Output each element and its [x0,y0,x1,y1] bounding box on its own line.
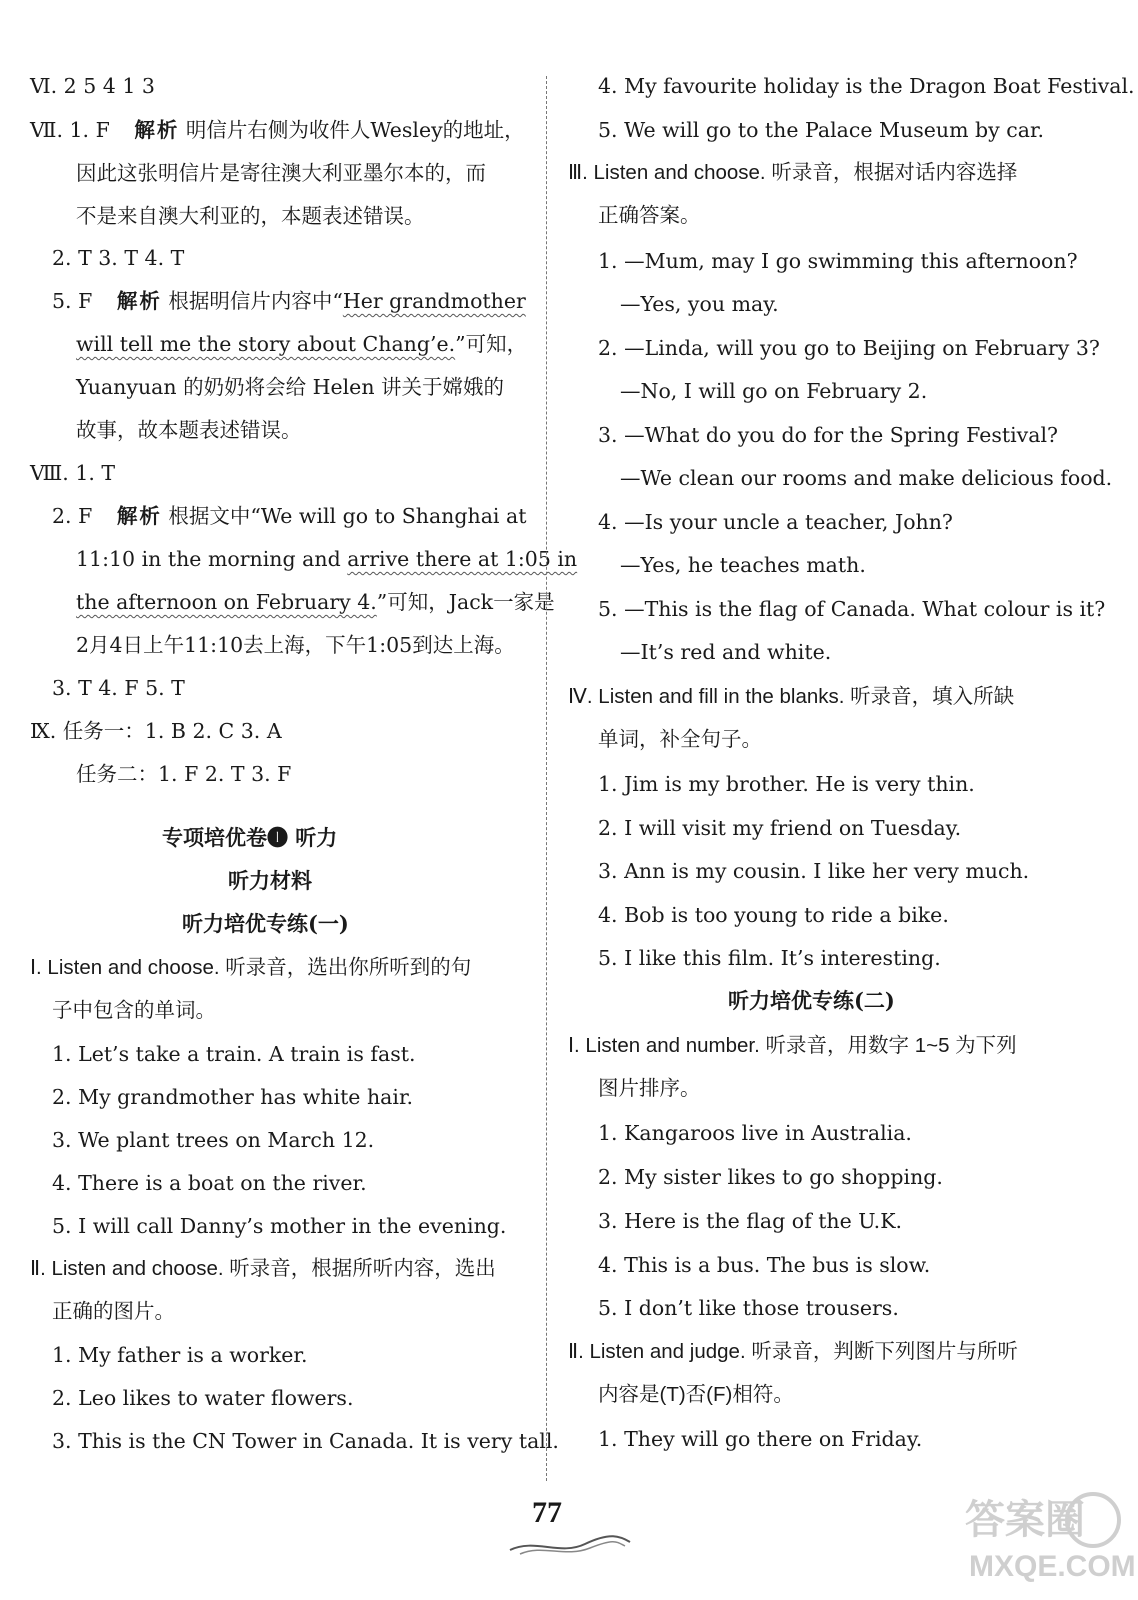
analysis-line: 11:10 in the morning and arrive there at 1:05 in [76,547,578,571]
analysis-label: 解析 [116,289,162,313]
answer-section-9-task2: 任务二：1. F 2. T 3. F [76,762,292,786]
practice-1-title: 听力培优专练(一) [182,911,349,936]
dialogue-line: —It’s red and white. [620,640,832,664]
watermark-text-bottom: MXQE.COM [969,1550,1136,1583]
analysis-label: 解析 [134,118,180,142]
list-item: 5. I like this film. It’s interesting. [598,946,941,970]
list-item: 1. Jim is my brother. He is very thin. [598,772,975,796]
list-item: 4. My favourite holiday is the Dragon Boat Festival. [598,74,1135,98]
section-1-heading-cont: 子中包含的单词。 [52,999,216,1022]
list-item: 2. My grandmother has white hair. [52,1085,414,1109]
section-4-heading-cont: 单词，补全句子。 [598,728,762,751]
special-paper-title: 专项培优卷❶ 听力 [162,825,338,850]
section-6-heading-cont: 内容是(T)否(F)相符。 [598,1383,794,1406]
list-item: 1. Kangaroos live in Australia. [598,1121,912,1145]
list-item: 2. Leo likes to water flowers. [52,1386,354,1410]
list-item: 2. I will visit my friend on Tuesday. [598,816,962,840]
answer-line: 3. T 4. F 5. T [52,676,185,700]
dialogue-line: —Yes, he teaches math. [620,553,866,577]
section-5-heading-cont: 图片排序。 [598,1077,701,1100]
list-item: 1. They will go there on Friday. [598,1427,923,1451]
dialogue-line: 2. —Linda, will you go to Beijing on February 3? [598,336,1100,360]
list-item: 1. Let’s take a train. A train is fast. [52,1042,416,1066]
answer-section-7-item1: Ⅶ. 1. F 解析 明信片右侧为收件人Wesley的地址， [30,118,525,142]
list-item: 5. I don’t like those trousers. [598,1296,899,1320]
answer-line: 2. T 3. T 4. T [52,246,185,270]
answer-item-5: 5. F 解析 根据明信片内容中“Her grandmother [52,289,526,313]
practice-2-title: 听力培优专练(二) [728,988,895,1013]
list-item: 2. My sister likes to go shopping. [598,1165,943,1189]
dialogue-line: 1. —Mum, may I go swimming this afternoon? [598,249,1078,273]
listening-material-title: 听力材料 [228,868,312,893]
answer-section-9-task1: Ⅸ. 任务一：1. B 2. C 3. A [30,719,282,743]
analysis-line: 因此这张明信片是寄往澳大利亚墨尔本的，而 [76,161,486,185]
analysis-line: 2月4日上午11:10去上海，下午1:05到达上海。 [76,633,515,657]
section-1-heading: Ⅰ. Listen and choose. 听录音，选出你所听到的句 [30,956,472,979]
column-divider [546,76,547,1481]
underlined-quote: arrive there at 1:05 in [347,547,578,571]
section-3-heading: Ⅲ. Listen and choose. 听录音，根据对话内容选择 [568,161,1018,184]
dialogue-line: 5. —This is the flag of Canada. What colour is it? [598,597,1106,621]
analysis-label: 解析 [116,504,162,528]
list-item: 3. Ann is my cousin. I like her very much. [598,859,1030,883]
dialogue-line: —Yes, you may. [620,292,779,316]
page-number: 77 [532,1496,562,1529]
section-2-heading-cont: 正确的图片。 [52,1300,175,1323]
list-item: 5. I will call Danny’s mother in the evening. [52,1214,507,1238]
wave-ornament-icon [505,1530,635,1560]
section-4-heading: Ⅳ. Listen and fill in the blanks. 听录音，填入所缺 [568,685,1015,708]
dialogue-line: —No, I will go on February 2. [620,379,928,403]
list-item: 3. We plant trees on March 12. [52,1128,375,1152]
analysis-line: Yuanyuan 的奶奶将会给 Helen 讲关于嫦娥的 [76,375,505,399]
underlined-quote: will tell me the story about Chang’e. [76,332,456,356]
section-6-heading: Ⅱ. Listen and judge. 听录音，判断下列图片与所听 [568,1340,1018,1363]
list-item: 4. This is a bus. The bus is slow. [598,1253,931,1277]
dialogue-line: 3. —What do you do for the Spring Festival? [598,423,1059,447]
list-item: 1. My father is a worker. [52,1343,308,1367]
answer-section-6: Ⅵ. 2 5 4 1 3 [30,74,155,98]
analysis-line: will tell me the story about Chang’e.”可知， [76,332,528,356]
section-2-heading: Ⅱ. Listen and choose. 听录音，根据所听内容，选出 [30,1257,496,1280]
list-item: 3. Here is the flag of the U.K. [598,1209,903,1233]
analysis-line: 故事，故本题表述错误。 [76,418,302,442]
underlined-quote: the afternoon on February 4. [76,590,377,614]
section-5-heading: Ⅰ. Listen and number. 听录音，用数字 1~5 为下列 [568,1034,1017,1057]
analysis-line: 不是来自澳大利亚的，本题表述错误。 [76,204,425,228]
list-item: 3. This is the CN Tower in Canada. It is very tall. [52,1429,559,1453]
list-item: 5. We will go to the Palace Museum by car. [598,118,1045,142]
watermark-text-top: 答案圈 [965,1497,1085,1543]
dialogue-line: —We clean our rooms and make delicious food. [620,466,1113,490]
watermark-logo [965,1480,1136,1594]
underlined-quote: Her grandmother [342,289,526,313]
answer-item-2: 2. F 解析 根据文中“We will go to Shanghai at [52,504,527,528]
section-3-heading-cont: 正确答案。 [598,204,701,227]
list-item: 4. Bob is too young to ride a bike. [598,903,949,927]
answer-section-8: Ⅷ. 1. T [30,461,116,485]
dialogue-line: 4. —Is your uncle a teacher, John? [598,510,953,534]
analysis-line: the afternoon on February 4.”可知，Jack一家是 [76,590,555,614]
list-item: 4. There is a boat on the river. [52,1171,367,1195]
